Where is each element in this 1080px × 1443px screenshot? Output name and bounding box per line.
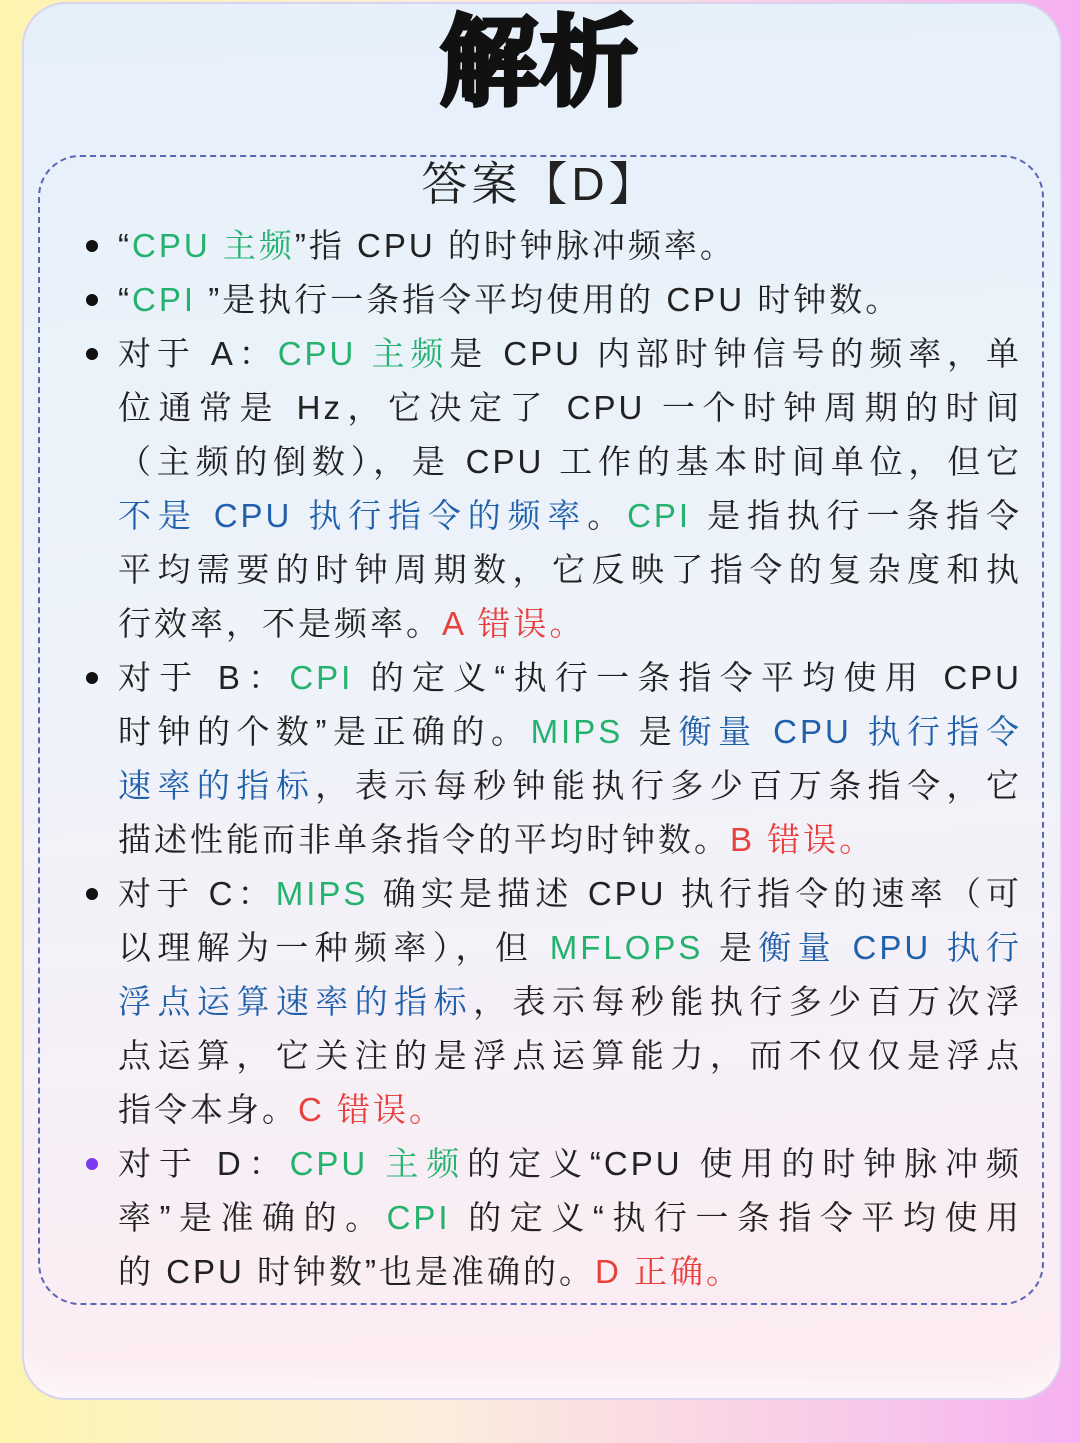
highlight-green: CPU 主频 [289, 1145, 468, 1182]
text-segment: 以理解为一种频率），但 [118, 929, 550, 966]
text-line [118, 597, 1022, 651]
text-line [118, 1191, 1022, 1245]
text-segment: 平均需要的时钟周期数，它反映了指令的复杂度和执 [118, 551, 1022, 588]
highlight-blue: 速率的指标 [118, 767, 316, 804]
text-segment: 时钟的个数”是正确的。 [118, 713, 531, 750]
text-segment: （主频的倒数），是 CPU 工作的基本时间单位，但它 [118, 443, 1022, 480]
text-segment: 对于 A： [118, 335, 278, 372]
highlight-green: MIPS [530, 713, 624, 750]
highlight-blue: 不是 CPU 执行指令的频率 [118, 497, 588, 534]
bullet-dot-icon [86, 294, 98, 306]
text-segment: 指令本身。 [118, 1091, 298, 1128]
bullet-dot-icon [86, 888, 98, 900]
highlight-green: CPI [627, 497, 692, 534]
highlight-red: C 错误。 [298, 1091, 445, 1128]
text-segment: “ [118, 281, 132, 318]
text-line [118, 381, 1022, 435]
explanation-item [118, 219, 1022, 273]
text-line [118, 867, 1022, 921]
highlight-red: B 错误。 [730, 821, 876, 858]
text-line [118, 435, 1022, 489]
text-line [118, 759, 1022, 813]
text-segment: 对于 D： [118, 1145, 290, 1182]
text-line [118, 1029, 1022, 1083]
highlight-blue: 浮点运算速率的指标 [118, 983, 474, 1020]
highlight-green: CPI [289, 659, 354, 696]
explanation-item [118, 1137, 1022, 1299]
highlight-red: A 错误。 [442, 605, 586, 642]
text-segment: ，表示每秒能执行多少百万次浮 [473, 983, 1022, 1020]
highlight-red: D 正确。 [595, 1253, 742, 1290]
text-line [118, 1083, 1022, 1137]
text-segment: 对于 C： [118, 875, 276, 912]
highlight-green: CPI [132, 281, 209, 318]
text-segment: 对于 B： [118, 659, 290, 696]
text-segment: 点运算，它关注的是浮点运算能力，而不仅仅是浮点 [118, 1037, 1022, 1074]
explanation-item [118, 867, 1022, 1137]
text-segment: 位通常是 Hz，它决定了 CPU 一个时钟周期的时间 [118, 389, 1022, 426]
text-segment: ”指 CPU 的时钟脉冲频率。 [294, 227, 736, 264]
bullet-dot-icon [86, 348, 98, 360]
text-segment: 确实是描述 CPU 执行指令的速率（可 [368, 875, 1022, 912]
text-line [118, 1245, 1022, 1299]
text-segment: 描述性能而非单条指令的平均时钟数。 [118, 821, 730, 858]
text-line [118, 705, 1022, 759]
text-line [118, 651, 1022, 705]
highlight-blue: 衡量 CPU 执行指令 [678, 713, 1022, 750]
text-segment: 的定义“CPU 使用的时钟脉冲频 [467, 1145, 1022, 1182]
text-line [118, 543, 1022, 597]
highlight-green: MIPS [275, 875, 369, 912]
highlight-green: CPI [386, 1199, 451, 1236]
text-segment: 是 CPU 内部时钟信号的频率，单 [449, 335, 1022, 372]
text-segment: ”是执行一条指令平均使用的 CPU 时钟数。 [208, 281, 902, 318]
text-segment: “ [118, 227, 132, 264]
text-line [118, 273, 1022, 327]
explanation-item [118, 273, 1022, 327]
text-line [118, 489, 1022, 543]
text-segment: 行效率，不是频率。 [118, 605, 442, 642]
highlight-blue: 衡量 CPU 执行 [758, 929, 1022, 966]
text-line [118, 219, 1022, 273]
answer-label: 答案【D】 [421, 158, 659, 210]
text-segment: 是 [623, 713, 679, 750]
page-title: 解析 [439, 7, 640, 117]
text-line [118, 921, 1022, 975]
explanation-item [118, 651, 1022, 867]
explanation-list [118, 219, 1022, 1299]
text-segment: ，表示每秒钟能执行多少百万条指令，它 [315, 767, 1022, 804]
text-segment: 是指执行一条指令 [691, 497, 1022, 534]
bullet-dot-icon [86, 240, 98, 252]
bullet-dot-icon [86, 1158, 98, 1170]
text-line [118, 975, 1022, 1029]
highlight-green: CPU 主频 [132, 227, 295, 264]
highlight-green: CPU 主频 [277, 335, 450, 372]
bullet-dot-icon [86, 672, 98, 684]
text-segment: 。 [587, 497, 628, 534]
text-line [118, 813, 1022, 867]
text-segment: 的定义“执行一条指令平均使用 [450, 1199, 1022, 1236]
text-segment: 的 CPU 时钟数”也是准确的。 [118, 1253, 595, 1290]
text-segment: 率”是准确的。 [118, 1199, 387, 1236]
text-line [118, 1137, 1022, 1191]
text-segment: 的定义“执行一条指令平均使用 CPU [353, 659, 1022, 696]
text-line [118, 327, 1022, 381]
highlight-green: MFLOPS [549, 929, 704, 966]
explanation-item [118, 327, 1022, 651]
text-segment: 是 [703, 929, 759, 966]
